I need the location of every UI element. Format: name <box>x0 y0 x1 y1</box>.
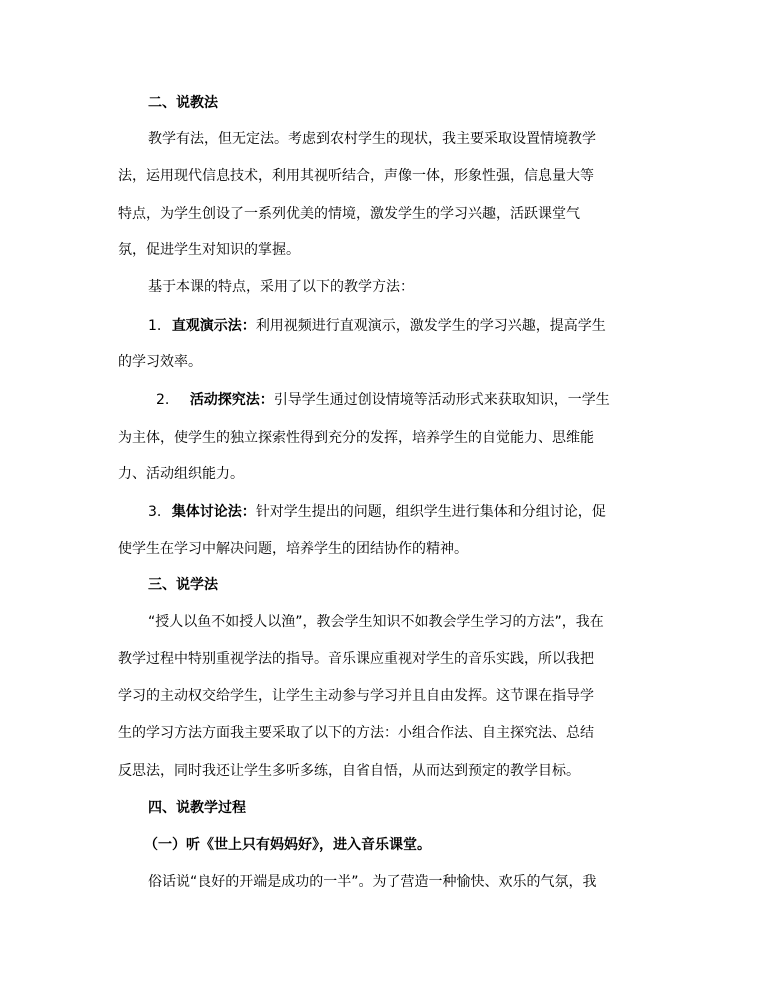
paragraph-line: 为主体，使学生的独立探索性得到充分的发挥，培养学生的自觉能力、思维能 <box>118 430 594 446</box>
paragraph-line: “授人以鱼不如授人以渔”，教会学生知识不如教会学生学习的方法”，我在 <box>148 614 604 630</box>
paragraph-line: 教学有法，但无定法。考虑到农村学生的现状，我主要采取设置情境教学 <box>148 131 596 147</box>
method-item-3 <box>148 503 606 521</box>
method-text: 利用视频进行直观演示，激发学生的学习兴趣，提高学生 <box>255 318 606 334</box>
paragraph-line: 教学过程中特别重视学法的指导。音乐课应重视对学生的音乐实践，所以我把 <box>118 651 594 667</box>
paragraph-line: 反思法，同时我还让学生多听多练，自省自悟，从而达到预定的教学目标。 <box>118 763 580 779</box>
paragraph-line: 俗话说“良好的开端是成功的一半”。为了营造一种愉快、欢乐的气氛，我 <box>148 874 597 890</box>
method-name: 直观演示法： <box>171 318 256 334</box>
subsection-heading: （一）听《世上只有妈妈好》，进入音乐课堂。 <box>144 837 431 853</box>
paragraph-line: 学习的主动权交给学生，让学生主动参与学习并且自由发挥。这节课在指导学 <box>118 688 594 704</box>
paragraph-line: 基于本课的特点，采用了以下的教学方法： <box>148 279 414 295</box>
method-item-2 <box>156 391 610 409</box>
method-number: 2. <box>156 392 170 408</box>
paragraph-line: 使学生在学习中解决问题，培养学生的团结协作的精神。 <box>118 541 468 557</box>
paragraph-line: 法，运用现代信息技术，利用其视听结合，声像一体，形象性强，信息量大等 <box>118 168 594 184</box>
method-text: 引导学生通过创设情境等活动形式来获取知识，一学生 <box>273 392 610 408</box>
paragraph-line: 生的学习方法方面我主要采取了以下的方法：小组合作法、自主探究法、总结 <box>118 725 594 741</box>
section-heading-learning-method: 三、说学法 <box>148 577 218 593</box>
section-heading-teaching-method: 二、说教法 <box>148 95 218 111</box>
method-number: 3. <box>148 504 162 520</box>
method-text: 针对学生提出的问题，组织学生进行集体和分组讨论，促 <box>255 504 606 520</box>
method-name: 活动探究法： <box>189 392 274 408</box>
paragraph-line: 氛，促进学生对知识的掌握。 <box>118 242 300 258</box>
method-number: 1. <box>148 318 162 334</box>
method-item-1 <box>148 317 606 335</box>
paragraph-line: 力、活动组织能力。 <box>118 466 244 482</box>
section-heading-process: 四、说教学过程 <box>148 800 246 816</box>
paragraph-line: 特点，为学生创设了一系列优美的情境，激发学生的学习兴趣，活跃课堂气 <box>118 206 580 222</box>
paragraph-line: 的学习效率。 <box>118 354 202 370</box>
method-name: 集体讨论法： <box>171 504 256 520</box>
